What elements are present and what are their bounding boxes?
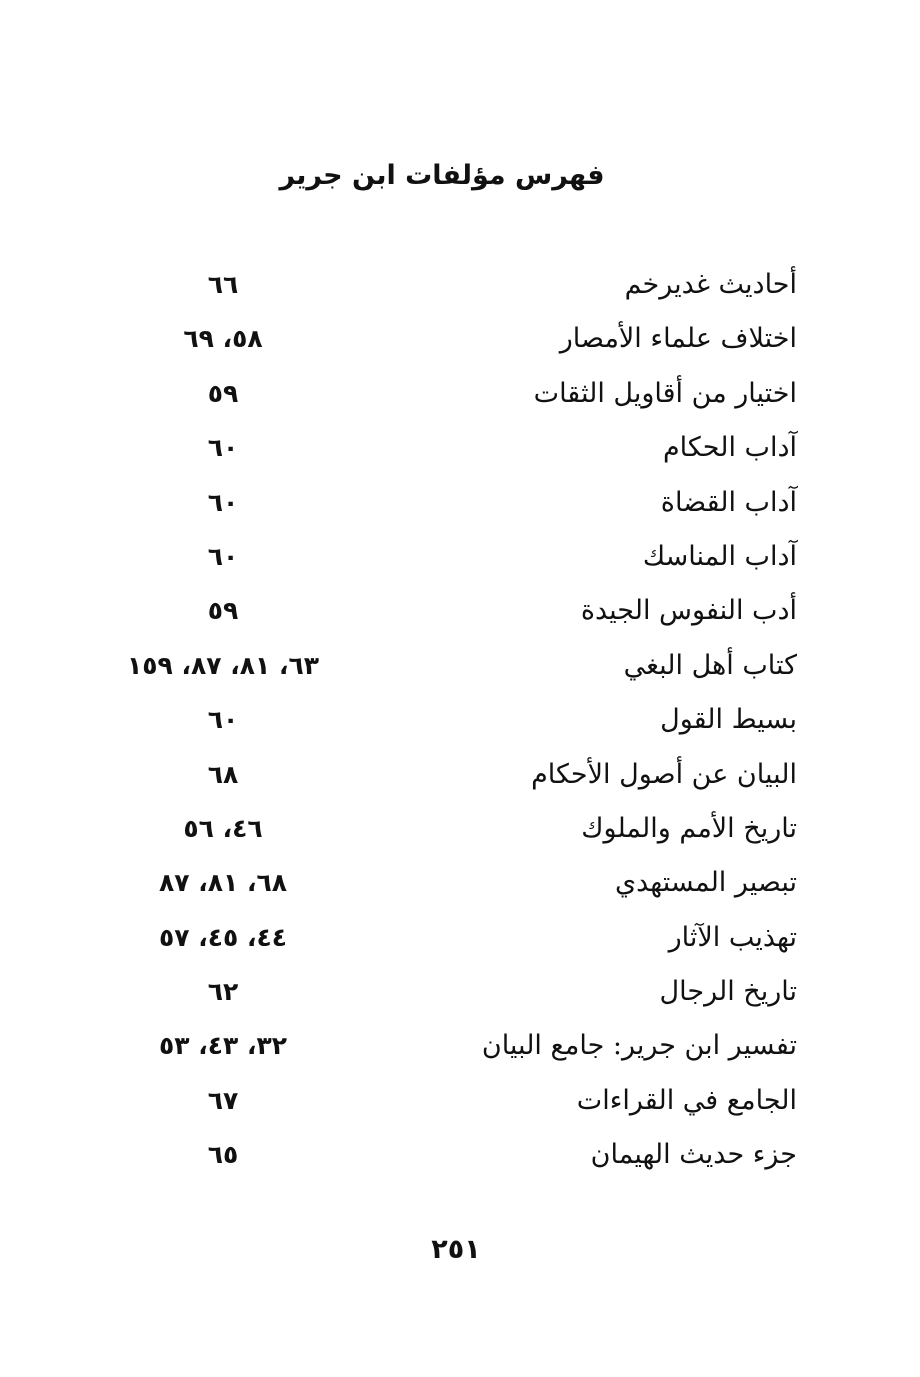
index-entry xyxy=(0,856,920,910)
index-list xyxy=(0,258,920,1183)
page-number: ٢٥١ xyxy=(431,1234,481,1265)
entry-title: تفسير ابن جرير: جامع البيان xyxy=(481,1030,797,1062)
entry-pages: ٦٣، ٨١، ٨٧، ١٥٩ xyxy=(127,650,319,680)
index-entry xyxy=(0,639,920,693)
entry-pages: ٦٨ xyxy=(207,759,239,789)
entry-title: آداب الحكام xyxy=(662,432,797,464)
entry-pages: ٦٥ xyxy=(207,1140,239,1170)
entry-title: آداب المناسك xyxy=(642,540,797,572)
index-entry xyxy=(0,312,920,366)
entry-pages: ٣٢، ٤٣، ٥٣ xyxy=(159,1031,287,1061)
entry-pages: ٦٢ xyxy=(207,977,239,1007)
index-entry xyxy=(0,1074,920,1128)
page-title: فهرس مؤلفات ابن جرير xyxy=(279,160,605,191)
index-entry xyxy=(0,367,920,421)
entry-pages: ٦٠ xyxy=(207,541,239,571)
index-entry xyxy=(0,530,920,584)
entry-pages: ٦٨، ٨١، ٨٧ xyxy=(159,868,287,898)
entry-pages: ٦٧ xyxy=(207,1085,239,1115)
entry-pages: ٦٠ xyxy=(207,433,239,463)
entry-title: الجامع في القراءات xyxy=(576,1084,797,1116)
entry-pages: ٤٦، ٥٦ xyxy=(183,813,263,843)
entry-pages: ٥٨، ٦٩ xyxy=(183,324,263,354)
index-entry xyxy=(0,476,920,530)
index-entry xyxy=(0,1128,920,1182)
index-entry xyxy=(0,911,920,965)
entry-pages: ٤٤، ٤٥، ٥٧ xyxy=(159,922,287,952)
entry-pages: ٦٠ xyxy=(207,487,239,517)
entry-title: كتاب أهل البغي xyxy=(623,649,797,681)
entry-title: البيان عن أصول الأحكام xyxy=(531,758,797,790)
entry-title: تبصير المستهدي xyxy=(614,867,797,899)
index-entry xyxy=(0,584,920,638)
index-entry xyxy=(0,802,920,856)
index-entry xyxy=(0,693,920,747)
entry-title: تهذيب الآثار xyxy=(668,921,797,953)
entry-title: اختيار من أقاويل الثقات xyxy=(533,377,797,409)
index-entry xyxy=(0,1019,920,1073)
index-entry xyxy=(0,748,920,802)
index-entry xyxy=(0,421,920,475)
entry-pages: ٦٠ xyxy=(207,705,239,735)
entry-title: جزء حديث الهيمان xyxy=(590,1139,797,1171)
entry-title: تاريخ الأمم والملوك xyxy=(581,812,797,844)
entry-title: بسيط القول xyxy=(660,704,797,736)
entry-pages: ٥٩ xyxy=(207,596,239,626)
entry-title: اختلاف علماء الأمصار xyxy=(559,323,797,355)
index-entry xyxy=(0,965,920,1019)
entry-title: تاريخ الرجال xyxy=(659,976,797,1008)
index-entry xyxy=(0,258,920,312)
entry-pages: ٥٩ xyxy=(207,378,239,408)
entry-title: أدب النفوس الجيدة xyxy=(580,595,797,627)
entry-pages: ٦٦ xyxy=(207,270,239,299)
entry-title: آداب القضاة xyxy=(660,486,797,518)
entry-title: أحاديث غديرخم xyxy=(624,269,797,300)
